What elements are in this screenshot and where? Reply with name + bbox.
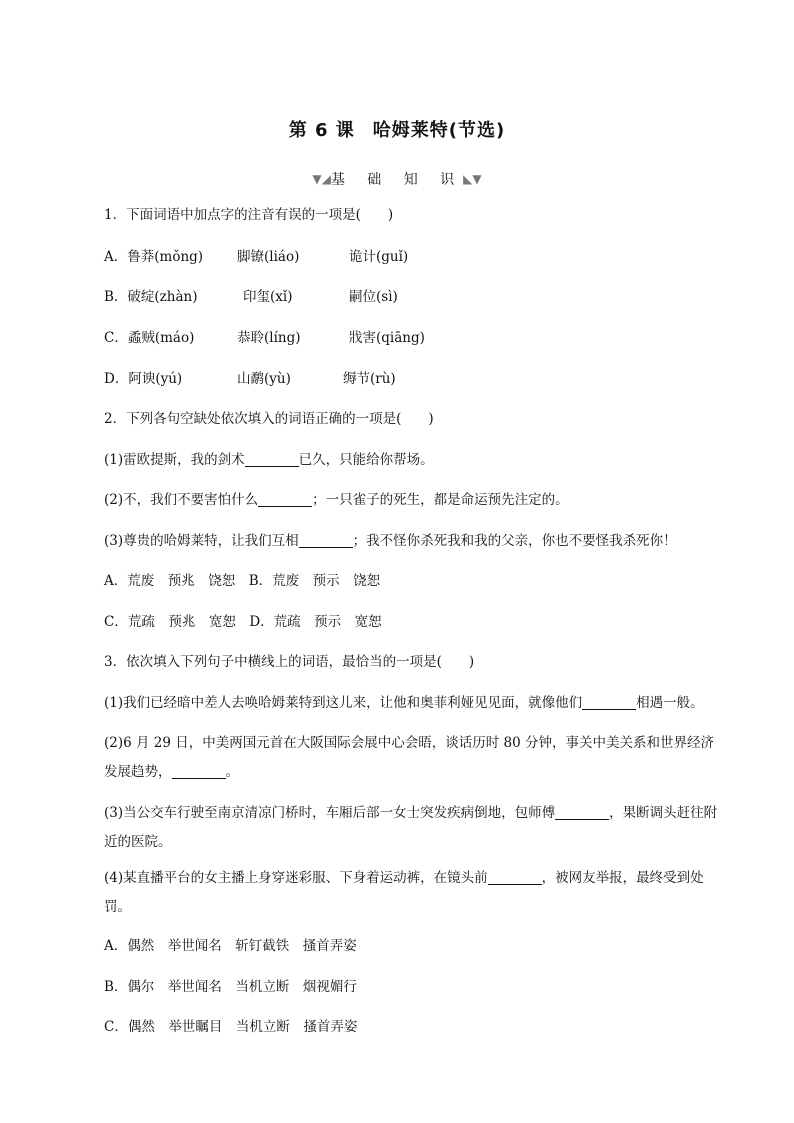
q2-options-ab: A．荒废 预兆 饶恕 B．荒废 预示 饶恕: [104, 573, 381, 589]
q1-option-b-1: B．破绽(zhàn): [104, 289, 198, 305]
q3-stem: 3．依次填入下列句子中横线上的词语，最恰当的一项是( ): [104, 654, 475, 670]
q1-option-c-3: 戕害(qiāng): [349, 330, 425, 346]
q3-option-a: A．偶然 举世闻名 斩钉截铁 搔首弄姿: [104, 938, 357, 954]
triangle-right-icon: ◣▼: [463, 172, 482, 186]
fill-blank: [488, 870, 542, 885]
q3-sentence-2: (2)6 月 29 日，中美两国元首在大阪国际会展中心会晤，谈话历时 80 分钟，事关中美关系和世界经济发展趋势， 。: [104, 735, 715, 780]
section-title: 基 础 知 识: [330, 172, 464, 188]
q1-option-a-3: 诡计(guǐ): [349, 249, 409, 265]
page-title: 第 6 课 哈姆莱特(节选): [288, 120, 506, 141]
q1-option-c-1: C．蟊贼(máo): [104, 330, 195, 346]
q1-option-d-3: 缛节(rù): [343, 371, 396, 387]
q3-sentence-4: (4)某直播平台的女主播上身穿迷彩服、下身着运动裤，在镜头前 ，被网友举报，最终受到处罚。: [104, 870, 704, 915]
q1-option-c-2: 恭聆(líng): [237, 330, 301, 346]
fill-blank: [245, 452, 299, 467]
q2-sentence-1: (1)雷欧提斯，我的剑术 已久，只能给你帮场。: [104, 452, 434, 468]
q1-option-b-3: 嗣位(sì): [349, 289, 398, 305]
fill-blank: [299, 533, 353, 548]
section-header: [0, 169, 794, 189]
q1-option-b-2: 印玺(xǐ): [243, 289, 293, 305]
q3-sentence-1: (1)我们已经暗中差人去唤哈姆莱特到这儿来，让他和奥菲利娅见见面，就像他们 相遇一般。: [104, 695, 704, 711]
fill-blank: [582, 695, 636, 710]
q1-option-a-2: 脚镣(liáo): [237, 249, 300, 265]
q1-option-a-1: A．鲁莽(mǒng): [104, 249, 204, 265]
q2-options-cd: C．荒疏 预兆 宽恕 D．荒疏 预示 宽恕: [104, 614, 382, 630]
q1-option-d-1: D．阿谀(yú): [104, 371, 183, 387]
q2-sentence-2: (2)不，我们不要害怕什么 ；一只雀子的死生，都是命运预先注定的。: [104, 492, 569, 508]
q3-sentence-3: (3)当公交车行驶至南京清凉门桥时，车厢后部一女士突发疾病倒地，包师傅 ，果断调头赶往附近的医院。: [104, 805, 718, 850]
q2-stem: 2．下列各句空缺处依次填入的词语正确的一项是( ): [104, 411, 434, 427]
q3-option-c: C．偶然 举世瞩目 当机立断 搔首弄姿: [104, 1019, 358, 1035]
q1-stem: 1．下面词语中加点字的注音有误的一项是( ): [104, 207, 394, 223]
triangle-left-icon: ▼◢: [312, 172, 331, 186]
q3-option-b: B．偶尔 举世闻名 当机立断 烟视媚行: [104, 979, 357, 995]
q1-option-d-2: 山鹬(yù): [237, 371, 291, 387]
q2-sentence-3: (3)尊贵的哈姆莱特，让我们互相 ；我不怪你杀死我和我的父亲，你也不要怪我杀死你！: [104, 533, 677, 549]
fill-blank: [258, 492, 312, 507]
fill-blank: [172, 764, 226, 779]
fill-blank: [555, 805, 609, 820]
